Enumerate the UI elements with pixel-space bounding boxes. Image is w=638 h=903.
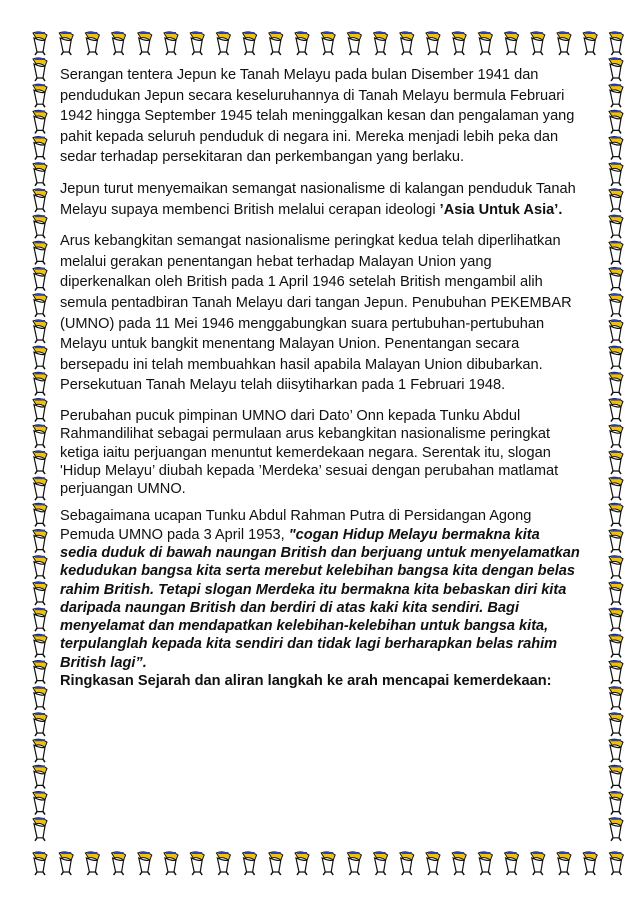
document-body [60, 65, 580, 699]
border-figure-icon [609, 163, 623, 186]
border-figure-icon [609, 58, 623, 81]
border-figure-icon [33, 582, 47, 605]
border-figure-icon [33, 852, 47, 875]
border-figure-icon [609, 687, 623, 710]
border-figure-icon [33, 556, 47, 579]
border-figure-icon [190, 32, 204, 55]
border-figure-icon [138, 32, 152, 55]
border-figure-icon [33, 425, 47, 448]
border-figure-icon [609, 425, 623, 448]
border-figure-icon [609, 818, 623, 841]
border-figure-icon [452, 852, 466, 875]
border-figure-icon [609, 399, 623, 422]
border-figure-icon [59, 852, 73, 875]
border-figure-icon [33, 215, 47, 238]
border-figure-icon [583, 852, 597, 875]
border-figure-icon [583, 32, 597, 55]
paragraph-umno-leadership: Perubahan pucuk pimpinan UMNO dari Dato’ Onn kepada Tunku Abdul Rahmandilihat sebagai permulaan arus kebangkitan nasionalisme peringkat ketiga iaitu perjuangan menuntut kemerdekaan negara. Serentak itu, slogan 'Hidup Melayu’ diubah kepada ’Merdeka’ sesuai dengan perubahan matlamat perjuangan UMNO. [60, 407, 559, 498]
border-figure-icon [33, 32, 47, 55]
border-figure-icon [33, 372, 47, 395]
border-figure-icon [33, 634, 47, 657]
border-figure-icon [478, 852, 492, 875]
border-figure-icon [112, 852, 126, 875]
border-figure-icon [33, 294, 47, 317]
border-figure-icon [609, 137, 623, 160]
border-figure-icon [426, 32, 440, 55]
border-figure-icon [138, 852, 152, 875]
border-figure-icon [33, 818, 47, 841]
border-figure-icon [609, 582, 623, 605]
border-figure-icon [374, 32, 388, 55]
border-figure-icon [164, 852, 178, 875]
border-figure-icon [33, 163, 47, 186]
border-figure-icon [33, 241, 47, 264]
paragraph-asia-for-asia [60, 179, 580, 220]
border-figure-icon [609, 852, 623, 875]
border-figure-icon [33, 399, 47, 422]
border-figure-icon [557, 32, 571, 55]
paragraph-text: Jepun turut menyemaikan semangat nasionalisme di kalangan penduduk Tanah Melayu supaya membenci British melalui cerapan ideologi [60, 180, 576, 218]
border-figure-icon [505, 852, 519, 875]
border-figure-icon [33, 137, 47, 160]
border-figure-icon [295, 852, 309, 875]
paragraph-tunku-speech [60, 507, 580, 672]
paragraph-text: Sebagaimana ucapan Tunku Abdul Rahman Putra di Persidangan Agong Pemuda UMNO pada 3 April 1953, [60, 508, 532, 543]
paragraph-japanese-occupation: Serangan tentera Jepun ke Tanah Melayu pada bulan Disember 1941 dan pendudukan Jepun secara keseluruhannya di Tanah Melayu bermula Februari 1942 hingga September 1945 telah meninggalkan kesan dan pengalaman yang pahit kepada seluruh penduduk di negara ini. Mereka menjadi lebih peka dan sedar terhadap persekitaran dan perkembangan yang berlaku. [60, 67, 575, 166]
border-figure-icon [269, 32, 283, 55]
border-figure-icon [609, 634, 623, 657]
border-figure-icon [609, 215, 623, 238]
border-figure-icon [609, 189, 623, 212]
border-figure-icon [33, 687, 47, 710]
border-figure-icon [374, 852, 388, 875]
border-figure-icon [33, 320, 47, 343]
border-figure-icon [33, 477, 47, 500]
section-heading-summary: Ringkasan Sejarah dan aliran langkah ke arah mencapai kemerdekaan: [60, 673, 552, 690]
border-figure-icon [33, 739, 47, 762]
border-figure-icon [112, 32, 126, 55]
border-figure-icon [478, 32, 492, 55]
border-figure-icon [33, 110, 47, 133]
border-figure-icon [609, 530, 623, 553]
border-figure-icon [243, 32, 257, 55]
speech-quote: "cogan Hidup Melayu bermakna kita sedia duduk di bawah naungan British dan berjuang untuk menyelamatkan kedudukan bangsa kita serta merebut kelebihan bangsa kita dengan belas rahim British. Tetapi slogan Merdeka itu bermakna kita bebaskan diri kita daripada naungan British dan berdiri di atas kaki kita sendiri. Bagi menyelamat dan mendapatkan kelebihan-kelebihan untuk bangsa kita, terpulanglah kepada kita sendiri dan tidak lagi berharapkan belas rahim British lagi”. [60, 526, 580, 671]
border-figure-icon [400, 32, 414, 55]
border-figure-icon [269, 852, 283, 875]
border-figure-icon [609, 320, 623, 343]
border-figure-icon [190, 852, 204, 875]
border-figure-icon [609, 765, 623, 788]
border-figure-icon [33, 765, 47, 788]
border-figure-icon [164, 32, 178, 55]
border-figure-icon [33, 713, 47, 736]
border-figure-icon [609, 241, 623, 264]
border-figure-icon [295, 32, 309, 55]
border-figure-icon [33, 58, 47, 81]
border-figure-icon [216, 32, 230, 55]
paragraph-malayan-union: Arus kebangkitan semangat nasionalisme peringkat kedua telah diperlihatkan melalui gerakan penentangan hebat terhadap Malayan Union yang diperkenalkan oleh British pada 1 April 1946 setelah British mengambil alih semula pentadbiran Tanah Melayu dari tangan Jepun. Penubuhan PEKEMBAR (UMNO) pada 11 Mei 1946 menggabungkan suara pertubuhan-pertubuhan Melayu untuk bangkit menentang Malayan Union. Penentangan secara bersepadu ini telah membuahkan hasil apabila Malayan Union dibubarkan. Persekutuan Tanah Melayu telah diisytiharkan pada 1 Februari 1948. [60, 233, 572, 394]
border-figure-icon [33, 503, 47, 526]
border-figure-icon [452, 32, 466, 55]
slogan-asia-untuk-asia: ’Asia Untuk Asia’. [439, 201, 563, 218]
border-figure-icon [609, 294, 623, 317]
border-figure-icon [85, 32, 99, 55]
border-figure-icon [609, 477, 623, 500]
border-figure-icon [531, 32, 545, 55]
border-figure-icon [531, 852, 545, 875]
border-figure-icon [609, 372, 623, 395]
border-figure-icon [400, 852, 414, 875]
border-figure-icon [33, 346, 47, 369]
border-figure-icon [609, 346, 623, 369]
border-figure-icon [321, 852, 335, 875]
border-figure-icon [33, 84, 47, 107]
border-figure-icon [557, 852, 571, 875]
border-figure-icon [33, 608, 47, 631]
border-figure-icon [85, 852, 99, 875]
border-figure-icon [609, 661, 623, 684]
border-figure-icon [243, 852, 257, 875]
border-figure-icon [426, 852, 440, 875]
border-figure-icon [609, 792, 623, 815]
border-figure-icon [609, 608, 623, 631]
border-figure-icon [505, 32, 519, 55]
border-figure-icon [216, 852, 230, 875]
border-figure-icon [347, 32, 361, 55]
border-figure-icon [33, 451, 47, 474]
border-figure-icon [609, 451, 623, 474]
border-figure-icon [609, 110, 623, 133]
border-figure-icon [609, 713, 623, 736]
border-figure-icon [33, 530, 47, 553]
border-figure-icon [59, 32, 73, 55]
border-figure-icon [609, 503, 623, 526]
border-figure-icon [609, 268, 623, 291]
border-figure-icon [33, 661, 47, 684]
border-figure-icon [321, 32, 335, 55]
border-figure-icon [33, 189, 47, 212]
border-figure-icon [33, 268, 47, 291]
border-figure-icon [609, 556, 623, 579]
border-figure-icon [609, 84, 623, 107]
border-figure-icon [609, 32, 623, 55]
border-figure-icon [609, 739, 623, 762]
border-figure-icon [347, 852, 361, 875]
border-figure-icon [33, 792, 47, 815]
